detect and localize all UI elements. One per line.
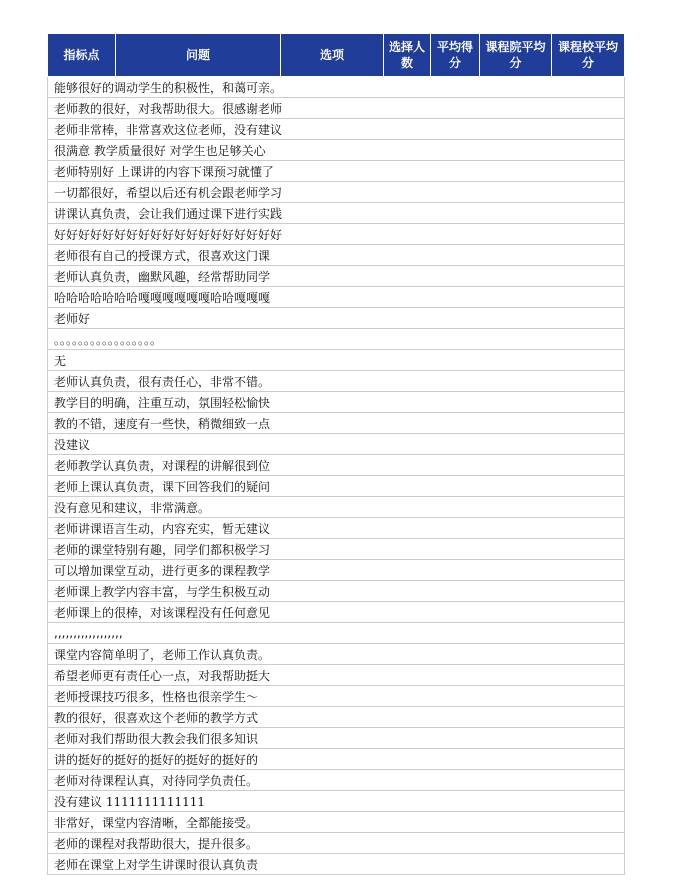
header-select-count: 选择人数 [384, 34, 431, 77]
comment-cell: 老师讲课语言生动，内容充实，暂无建议 [48, 518, 625, 539]
table-row [48, 602, 625, 623]
table-header-row [48, 34, 625, 77]
comment-cell: 老师很有自己的授课方式，很喜欢这门课 [48, 245, 625, 266]
comment-cell: 没有建议 1111111111111 [48, 791, 625, 812]
table-row [48, 245, 625, 266]
comment-cell: 老师好 [48, 308, 625, 329]
table-row [48, 854, 625, 875]
comment-cell: 老师上课认真负责，课下回答我们的疑问 [48, 476, 625, 497]
table-row [48, 392, 625, 413]
comment-cell: 。。。。。。。。。。。。。。。。。 [48, 329, 625, 350]
table-row [48, 770, 625, 791]
comment-cell: 没建议 [48, 434, 625, 455]
table-row [48, 791, 625, 812]
table-row [48, 665, 625, 686]
comment-cell: 老师对待课程认真，对待同学负责任。 [48, 770, 625, 791]
table-row [48, 140, 625, 161]
table-row [48, 497, 625, 518]
comment-cell: 教的不错，速度有一些快，稍微细致一点 [48, 413, 625, 434]
table-row [48, 119, 625, 140]
comment-cell: 希望老师更有责任心一点，对我帮助挺大 [48, 665, 625, 686]
table-row [48, 434, 625, 455]
table-row [48, 623, 625, 644]
header-school-avg: 课程校平均分 [552, 34, 625, 77]
table-row [48, 455, 625, 476]
table-row [48, 77, 625, 98]
table-row [48, 329, 625, 350]
table-row [48, 581, 625, 602]
comments-body [48, 77, 625, 875]
comment-cell: 老师的课程对我帮助很大，提升很多。 [48, 833, 625, 854]
evaluation-sheet [47, 33, 624, 875]
comment-cell: 一切都很好，希望以后还有机会跟老师学习 [48, 182, 625, 203]
comment-cell: 老师教学认真负责，对课程的讲解很到位 [48, 455, 625, 476]
comment-cell: 非常好，课堂内容清晰，全都能接受。 [48, 812, 625, 833]
table-row [48, 413, 625, 434]
table-row [48, 749, 625, 770]
header-college-avg: 课程院平均分 [480, 34, 552, 77]
table-row [48, 728, 625, 749]
table-row [48, 371, 625, 392]
comment-cell: 老师课上教学内容丰富，与学生积极互动 [48, 581, 625, 602]
header-option: 选项 [281, 34, 384, 77]
comment-cell: 老师授课技巧很多，性格也很亲学生～ [48, 686, 625, 707]
comment-cell: 好好好好好好好好好好好好好好好好好好好 [48, 224, 625, 245]
table-row [48, 518, 625, 539]
header-avg-score: 平均得分 [431, 34, 480, 77]
table-row [48, 308, 625, 329]
comment-cell: 老师对我们帮助很大教会我们很多知识 [48, 728, 625, 749]
comment-cell: 讲课认真负责，会让我们通过课下进行实践 [48, 203, 625, 224]
comment-cell: 哈哈哈哈哈哈哈嘎嘎嘎嘎嘎嘎哈哈嘎嘎嘎 [48, 287, 625, 308]
comment-cell: 可以增加课堂互动，进行更多的课程教学 [48, 560, 625, 581]
comment-cell: 没有意见和建议，非常满意。 [48, 497, 625, 518]
table-row [48, 203, 625, 224]
comment-cell: 讲的挺好的挺好的挺好的挺好的挺好的 [48, 749, 625, 770]
comment-cell: 老师课上的很棒，对该课程没有任何意见 [48, 602, 625, 623]
table-row [48, 476, 625, 497]
table-row [48, 539, 625, 560]
table-row [48, 182, 625, 203]
table-row [48, 707, 625, 728]
table-row [48, 266, 625, 287]
comment-cell: 老师教的很好，对我帮助很大。很感谢老师 [48, 98, 625, 119]
comment-cell: 能够很好的调动学生的积极性，和蔼可亲。 [48, 77, 625, 98]
table-row [48, 350, 625, 371]
comment-cell: 很满意 教学质量很好 对学生也足够关心 [48, 140, 625, 161]
comment-cell: 老师特别好 上课讲的内容下课预习就懂了 [48, 161, 625, 182]
header-question: 问题 [116, 34, 281, 77]
table-row [48, 812, 625, 833]
table-row [48, 644, 625, 665]
comment-cell: 教的很好，很喜欢这个老师的教学方式 [48, 707, 625, 728]
comment-cell: 教学目的明确，注重互动，氛围轻松愉快 [48, 392, 625, 413]
table-row [48, 98, 625, 119]
table-row [48, 224, 625, 245]
header-indicator: 指标点 [48, 34, 116, 77]
comment-cell: 老师的课堂特别有趣，同学们都积极学习 [48, 539, 625, 560]
table-row [48, 287, 625, 308]
comment-cell: 课堂内容简单明了，老师工作认真负责。 [48, 644, 625, 665]
comment-cell: 老师认真负责，很有责任心，非常不错。 [48, 371, 625, 392]
comment-cell: 老师认真负责，幽默风趣，经常帮助同学 [48, 266, 625, 287]
comment-cell: 无 [48, 350, 625, 371]
comment-cell: 老师非常棒，非常喜欢这位老师，没有建议 [48, 119, 625, 140]
table-row [48, 833, 625, 854]
evaluation-table [47, 33, 625, 875]
table-row [48, 560, 625, 581]
comment-cell: 老师在课堂上对学生讲课时很认真负责 [48, 854, 625, 875]
table-row [48, 161, 625, 182]
comment-cell: ,,,,,,,,,,,,,,,,,, [48, 623, 625, 644]
table-row [48, 686, 625, 707]
